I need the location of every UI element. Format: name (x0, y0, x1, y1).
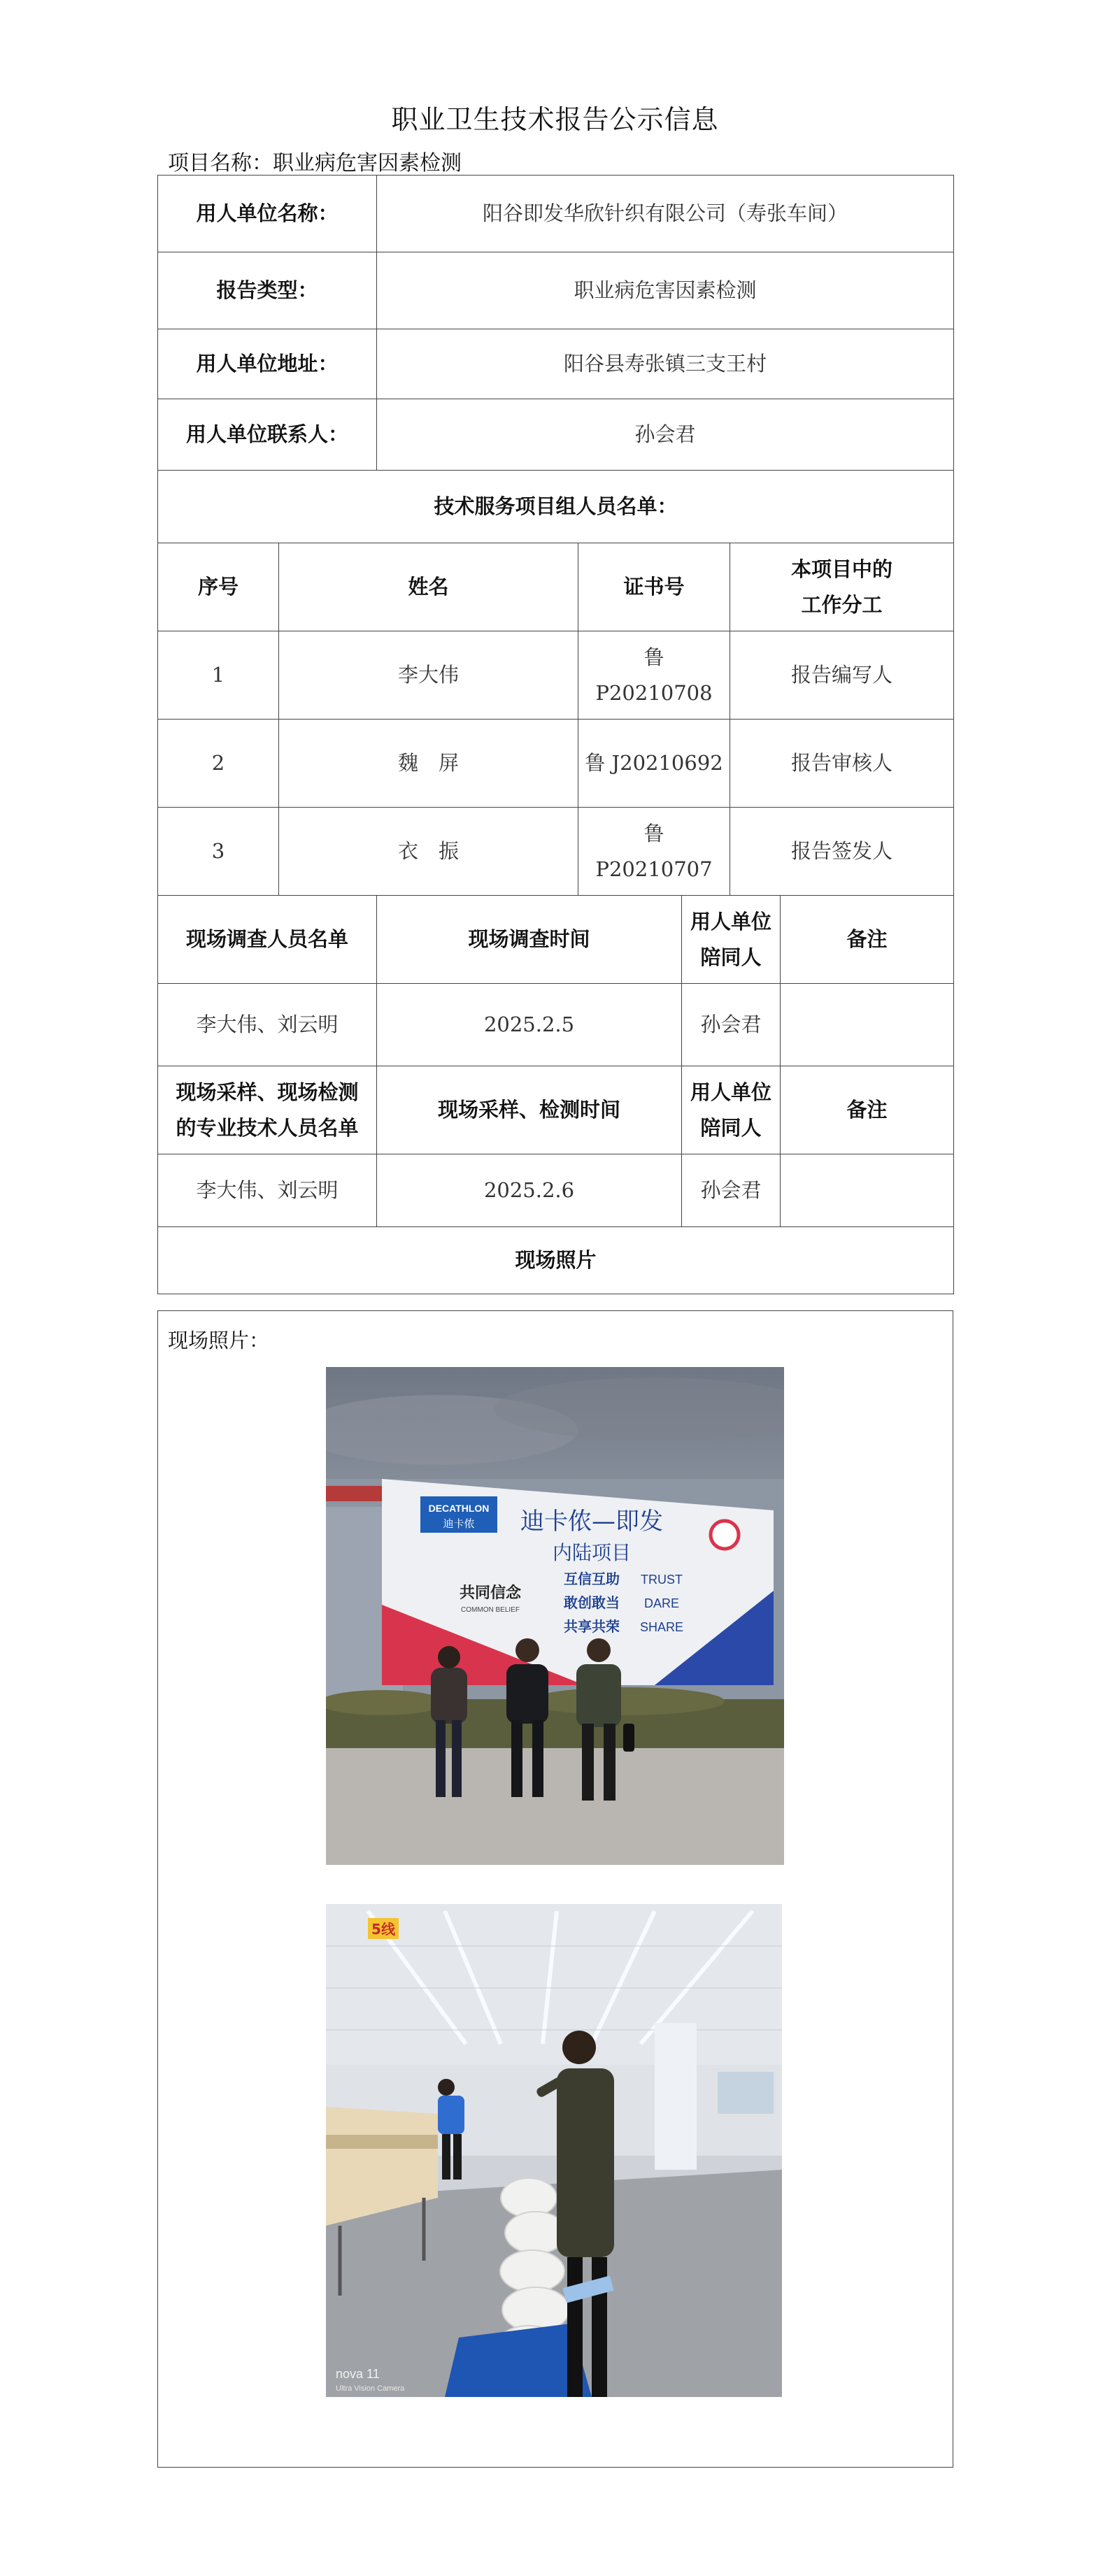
sampling-time-header: 现场采样、检测时间 (377, 1066, 682, 1154)
info-table (157, 175, 954, 1294)
col-no: 序号 (158, 543, 279, 631)
row-role: 报告签发人 (730, 808, 954, 896)
photos-heading: 现场照片 (158, 1227, 954, 1294)
slogan-en-4: SHARE (639, 1620, 684, 1634)
slogan-cn-2: 互信互助 (564, 1570, 620, 1587)
row-no: 3 (158, 808, 279, 896)
sampling-escort-header (682, 1066, 781, 1154)
report-type-value: 职业病危害因素检测 (377, 252, 954, 329)
sampling-staff-line1: 现场采样、现场检测 (176, 1080, 359, 1104)
row-cert: 鲁 P20210708 (578, 631, 730, 720)
unit-address-value: 阳谷县寿张镇三支王村 (377, 329, 954, 399)
slogan-cn-3: 敢创敢当 (564, 1594, 620, 1611)
row-role: 报告审核人 (730, 720, 954, 808)
survey-escort-line1: 用人单位 (690, 909, 772, 933)
site-photo-outdoor (326, 1367, 784, 1865)
unit-contact-label: 用人单位联系人： (158, 399, 377, 471)
col-role-line2: 工作分工 (801, 592, 883, 617)
col-role-line1: 本项目中的 (791, 557, 893, 581)
line-sign-text: 5线 (371, 1921, 395, 1938)
photo-section (157, 1310, 953, 2468)
table-row (158, 808, 954, 896)
survey-note (781, 984, 954, 1066)
sampling-staff: 李大伟、刘云明 (158, 1154, 377, 1227)
row-name: 李大伟 (279, 631, 578, 720)
survey-time-header: 现场调查时间 (377, 896, 682, 984)
col-role (730, 543, 954, 631)
slogan-cn-4: 共享共荣 (564, 1618, 620, 1635)
sign-subtitle: 内陆项目 (552, 1541, 632, 1564)
team-heading: 技术服务项目组人员名单： (158, 471, 954, 543)
camera-watermark-label: Ultra Vision Camera (336, 2384, 405, 2393)
sampling-escort-line1: 用人单位 (690, 1080, 772, 1104)
page-title: 职业卫生技术报告公示信息 (391, 104, 719, 135)
survey-note-header: 备注 (781, 896, 954, 984)
unit-name-value: 阳谷即发华欣针织有限公司（寿张车间） (377, 176, 954, 252)
survey-staff: 李大伟、刘云明 (158, 984, 377, 1066)
unit-name-label: 用人单位名称： (158, 176, 377, 252)
slogan-en-1: COMMON BELIEF (461, 1606, 520, 1614)
sampling-time: 2025.2.6 (377, 1154, 682, 1227)
slogan-en-3: DARE (643, 1596, 680, 1610)
sampling-staff-line2: 的专业技术人员名单 (176, 1115, 359, 1140)
decathlon-logo-cn: 迪卡侬 (443, 1517, 475, 1530)
row-no: 1 (158, 631, 279, 720)
slogan-cn-1: 共同信念 (459, 1584, 522, 1602)
jifa-logo (711, 1521, 739, 1549)
unit-address-label: 用人单位地址： (158, 329, 377, 399)
row-name: 魏 屏 (279, 720, 578, 808)
survey-escort: 孙会君 (682, 984, 781, 1066)
table-row (158, 631, 954, 720)
sampling-escort: 孙会君 (682, 1154, 781, 1227)
survey-escort-line2: 陪同人 (700, 945, 762, 969)
camera-watermark-model: nova 11 (336, 2367, 380, 2381)
slogan-en-2: TRUST (641, 1573, 683, 1587)
site-photo-indoor (326, 1904, 782, 2397)
sign-title: 迪卡侬—即发 (520, 1508, 663, 1536)
unit-contact-value: 孙会君 (377, 399, 954, 471)
row-role: 报告编写人 (730, 631, 954, 720)
sampling-note (781, 1154, 954, 1227)
photo-section-label: 现场照片： (168, 1329, 270, 1352)
row-name: 衣 振 (279, 808, 578, 896)
sampling-staff-header (158, 1066, 377, 1154)
report-type-label: 报告类型： (158, 252, 377, 329)
row-cert: 鲁 P20210707 (578, 808, 730, 896)
row-cert: 鲁 J20210692 (578, 720, 730, 808)
survey-time: 2025.2.5 (377, 984, 682, 1066)
col-cert: 证书号 (578, 543, 730, 631)
survey-staff-header: 现场调查人员名单 (158, 896, 377, 984)
decathlon-logo-text: DECATHLON (428, 1503, 490, 1514)
col-name: 姓名 (279, 543, 578, 631)
project-name: 项目名称：职业病危害因素检测 (168, 151, 462, 176)
table-row (158, 720, 954, 808)
sampling-escort-line2: 陪同人 (700, 1115, 762, 1140)
sampling-note-header: 备注 (781, 1066, 954, 1154)
row-no: 2 (158, 720, 279, 808)
survey-escort-header (682, 896, 781, 984)
